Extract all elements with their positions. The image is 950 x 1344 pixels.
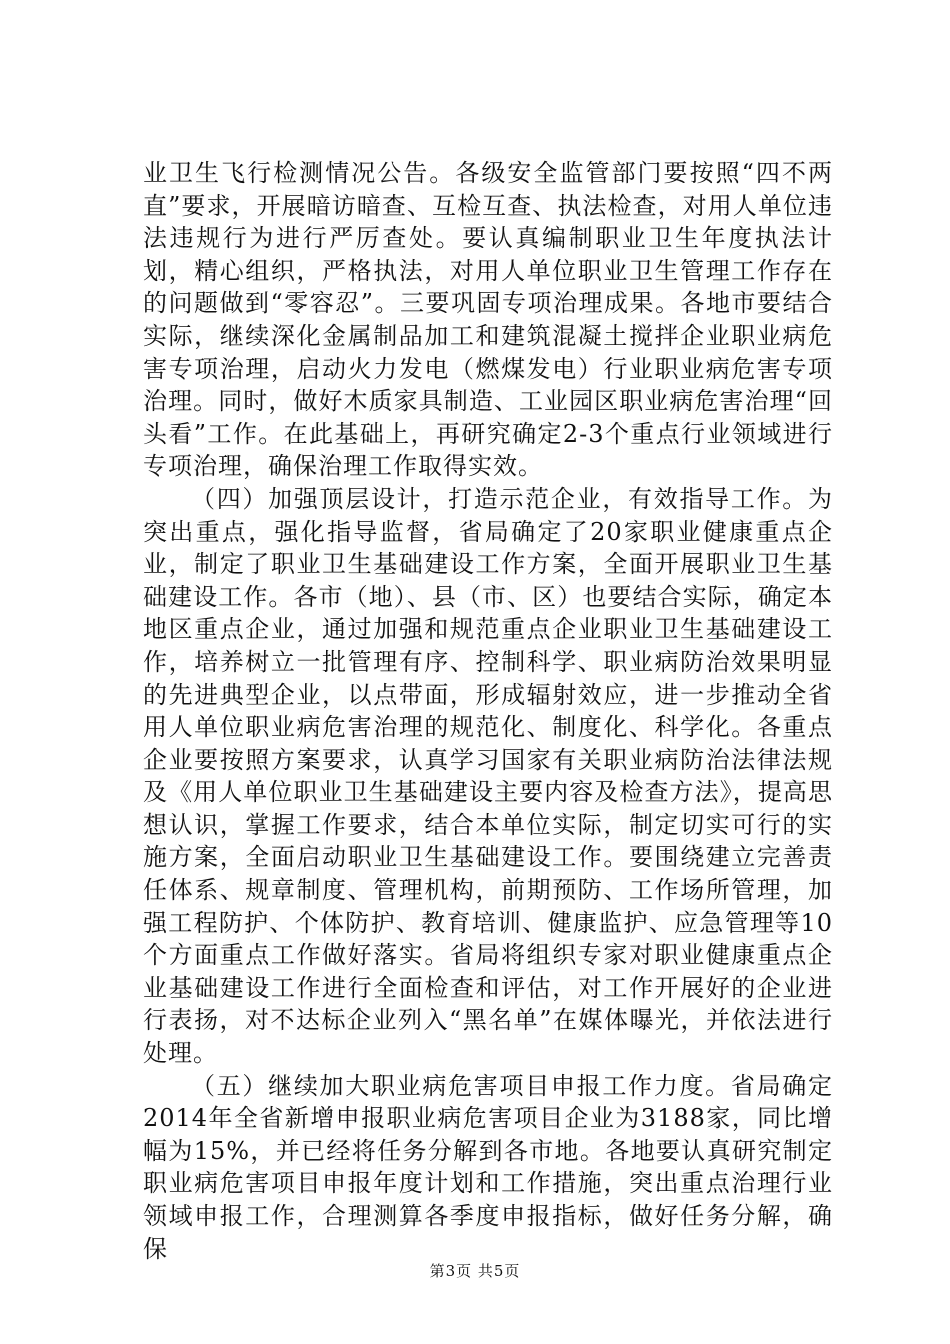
paragraph-section-five: （五）继续加大职业病危害项目申报工作力度。省局确定2014年全省新增申报职业病危害项目企业为3188家，同比增幅为15%，并已经将任务分解到各市地。各地要认真研究制定职业病危害项目申报年度计划和工作措施，突出重点治理行业领域申报工作，合理测算各季度申报指标，做好任务分解，确保	[143, 1071, 833, 1263]
page-number-footer: 第3页 共5页	[429, 1262, 521, 1280]
paragraph-section-four: （四）加强顶层设计，打造示范企业，有效指导工作。为突出重点，强化指导监督，省局确定了20家职业健康重点企业，制定了职业卫生基础建设工作方案，全面开展职业卫生基础建设工作。各市（地）、县（市、区）也要结合实际，确定本地区重点企业，通过加强和规范重点企业职业卫生基础建设工作，培养树立一批管理有序、控制科学、职业病防治效果明显的先进典型企业，以点带面，形成辐射效应，进一步推动全省用人单位职业病危害治理的规范化、制度化、科学化。各重点企业要按照方案要求，认真学习国家有关职业病防治法律法规及《用人单位职业卫生基础建设主要内容及检查方法》，提高思想认识，掌握工作要求，结合本单位实际，制定切实可行的实施方案，全面启动职业卫生基础建设工作。要围绕建立完善责任体系、规章制度、管理机构，前期预防、工作场所管理，加强工程防护、个体防护、教育培训、健康监护、应急管理等10个方面重点工作做好落实。省局将组织专家对职业健康重点企业基础建设工作进行全面检查和评估，对工作开展好的企业进行表扬，对不达标企业列入“黑名单”在媒体曝光，并依法进行处理。	[143, 484, 833, 1068]
paragraph-continued: 业卫生飞行检测情况公告。各级安全监管部门要按照“四不两直”要求，开展暗访暗查、互检互查、执法检查，对用人单位违法违规行为进行严厉查处。要认真编制职业卫生年度执法计划，精心组织，严格执法，对用人单位职业卫生管理工作存在的问题做到“零容忍”。三要巩固专项治理成果。各地市要结合实际，继续深化金属制品加工和建筑混凝土搅拌企业职业病危害专项治理，启动火力发电（燃煤发电）行业职业病危害专项治理。同时，做好木质家具制造、工业园区职业病危害治理“回头看”工作。在此基础上，再研究确定2-3个重点行业领域进行专项治理，确保治理工作取得实效。	[143, 159, 833, 481]
document-body	[143, 157, 833, 1265]
